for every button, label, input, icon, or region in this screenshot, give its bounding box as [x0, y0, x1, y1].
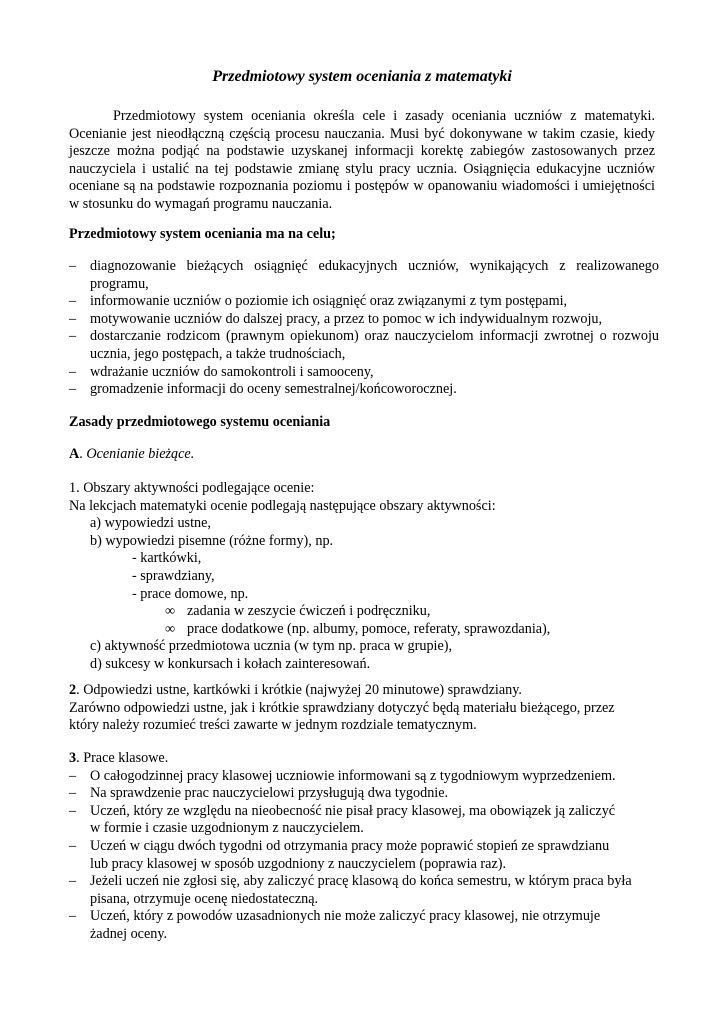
item-1-b: b) wypowiedzi pisemne (różne formy), np.: [90, 532, 334, 549]
item-2-oral-and-tests: [69, 682, 659, 735]
infinity-bullet-icon: ∞: [165, 620, 176, 637]
list-item: – motywowanie uczniów do dalszej pracy, a przez to pomoc w ich indywidualnym rozwoju,: [69, 310, 603, 327]
list-item: – O całogodzinnej pracy klasowej uczniowie informowani są z tygodniowym wyprzedzeniem.: [69, 767, 616, 784]
list-item: – Na sprawdzenie prac nauczycielowi przysługują dwa tygodnie.: [69, 785, 449, 802]
item-1-a: a) wypowiedzi ustne,: [90, 515, 211, 532]
item-1-activity-areas: [69, 480, 659, 674]
page-title: Przedmiotowy system oceniania z matematyki: [212, 68, 512, 85]
item-2-title: 2. Odpowiedzi ustne, kartkówki i krótkie (najwyżej 20 minutowe) sprawdziany.: [69, 682, 522, 698]
list-item: – diagnozowanie bieżących osiągnięć edukacyjnych uczniów, wynikających z realizowanego programu,: [69, 258, 659, 292]
list-item: – Uczeń, który ze względu na nieobecność nie pisał pracy klasowej, ma obowiązek ją zaliczyć w formie i czasie uzgodnionym z nauczycielem.: [69, 802, 616, 837]
list-item: – Jeżeli uczeń nie zgłosi się, aby zaliczyć pracę klasową do końca semestru, w którym praca była pisana, otrzymuje ocenę niedostateczną.: [69, 873, 632, 907]
list-item: – wdrażanie uczniów do samokontroli i samooceny,: [69, 363, 374, 380]
item-3-title: 3. Prace klasowe.: [69, 750, 169, 766]
goals-heading: [69, 226, 659, 244]
section-a-title: A. Ocenianie bieżące.: [69, 446, 195, 462]
rules-heading: [69, 414, 659, 432]
infinity-bullet-icon: ∞: [165, 603, 176, 620]
item-1-b-sub: - sprawdziany,: [132, 567, 215, 584]
item-1-title: 1. Obszary aktywności podlegające ocenie:: [69, 480, 315, 496]
item-1-c: c) aktywność przedmiotowa ucznia (w tym np. praca w grupie),: [90, 638, 453, 655]
homework-item: ∞ prace dodatkowe (np. albumy, pomoce, referaty, sprawozdania),: [165, 620, 551, 637]
homework-item: ∞ zadania w zeszycie ćwiczeń i podręczniku,: [165, 603, 431, 620]
list-item: – informowanie uczniów o poziomie ich osiągnięć oraz związanymi z tym postępami,: [69, 293, 568, 310]
intro-paragraph: [69, 108, 655, 214]
item-1-intro: Na lekcjach matematyki ocenie podlegają następujące obszary aktywności:: [69, 497, 496, 514]
intro-text: Przedmiotowy system oceniania określa cele i zasady oceniania uczniów z matematyki. Ocenianie jest nieodłączną częścią procesu nauczania. Musi być dokonywane w takim czasie, kiedy jeszcze można podjąć na podstawie uzyskanej informacji korektę zabiegów zastosowanych przez nauczyciela i ustalić na tej podstawie zmianę stylu pracy ucznia. Osiągnięcia edukacyjne uczniów oceniane są na podstawie rozpoznania poziomu i postępów w opanowaniu wiadomości i umiejętności w stosunku do wymagań programu nauczania.: [69, 108, 655, 212]
item-3-class-tests: [69, 750, 659, 944]
item-1-d: d) sukcesy w konkursach i kołach zainteresowań.: [90, 655, 371, 672]
rules-heading-text: Zasady przedmiotowego systemu oceniania: [69, 414, 331, 430]
goals-list: [69, 258, 659, 399]
item-2-line: który należy rozumieć treści zawarte w jednym rozdziale tematycznym.: [69, 717, 477, 734]
item-3-list: [69, 768, 659, 944]
list-item: – Uczeń w ciągu dwóch tygodni od otrzymania pracy może poprawić stopień ze sprawdzianu lub pracy klasowej w sposób uzgodniony z nauczycielem (poprawia raz).: [69, 837, 610, 872]
list-item: – Uczeń, który z powodów uzasadnionych nie może zaliczyć pracy klasowej, nie otrzymuje żadnej oceny.: [69, 908, 601, 942]
list-item: – gromadzenie informacji do oceny semestralnej/końcoworocznej.: [69, 381, 457, 398]
item-1-b-sub: - prace domowe, np.: [132, 585, 249, 602]
item-2-line: Zarówno odpowiedzi ustne, jak i krótkie sprawdziany dotyczyć będą materiału bieżącego, przez: [69, 699, 615, 716]
goals-heading-text: Przedmiotowy system oceniania ma na celu;: [69, 226, 336, 242]
list-item: – dostarczanie rodzicom (prawnym opiekunom) oraz nauczycielom informacji zwrotnej o rozwoju ucznia, jego postępach, a także trudnościach,: [69, 328, 659, 362]
item-1-b-sub: - kartkówki,: [132, 550, 202, 567]
